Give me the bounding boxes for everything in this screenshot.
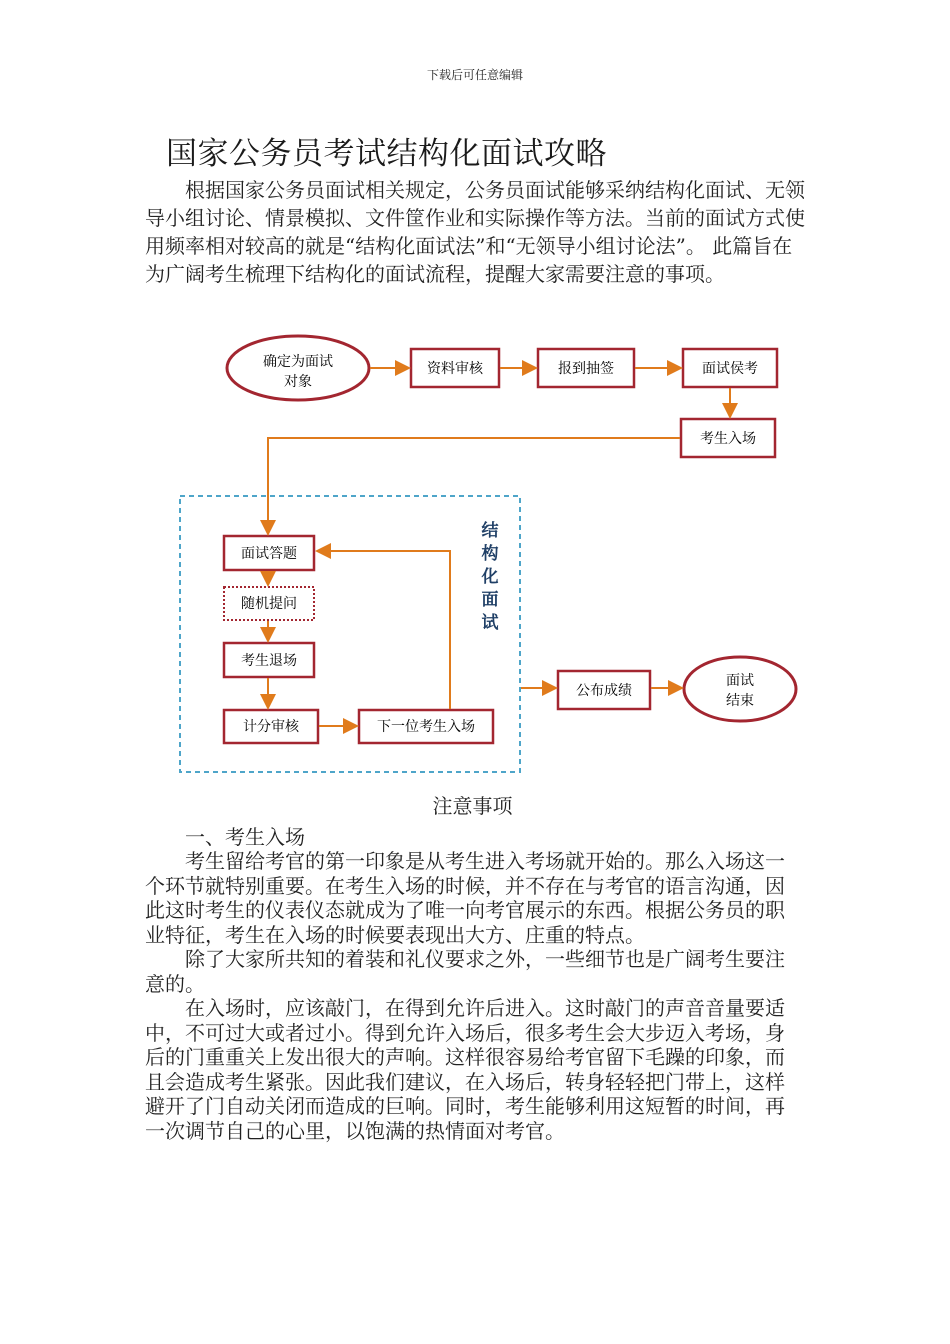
notes-paragraph-3: 在入场时，应该敲门，在得到允许后进入。这时敲门的声音音量要适中，不可过大或者过小。得到允许入场后，很多考生会大步迈入考场，身后的门重重关上发出很大的声响。这样很容易给考官留下毛躁的印象，而且会造成考生紧张。因此我们建议，在入场后，转身轻轻把门带上，这样避开了门自动关闭而造成的巨响。同时，考生能够利用这短暂的时间，再一次调节自己的心里，以饱满的热情面对考官。	[145, 996, 785, 1143]
exit-label: 考生退场	[241, 653, 297, 669]
draw-label: 报到抽签	[558, 361, 614, 377]
group-label-1: 结	[481, 521, 499, 541]
end-label-1: 面试	[726, 673, 754, 689]
publish-label: 公布成绩	[576, 683, 632, 699]
wait-label: 面试侯考	[702, 361, 758, 377]
notes-paragraph-2: 除了大家所共知的着装和礼仪要求之外，一些细节也是广阔考生要注意的。	[145, 947, 785, 996]
review-label: 资料审核	[427, 361, 483, 377]
start-label-2: 对象	[284, 374, 312, 390]
intro-paragraph: 根据国家公务员面试相关规定，公务员面试能够采纳结构化面试、无领导小组讨论、情景模拟、文件筐作业和实际操作等方法。当前的面试方式使用频率相对较高的就是“结构化面试法”和“无领导小组讨论法”。 此篇旨在为广阔考生梳理下结构化的面试流程，提醒大家需要注意的事项。	[145, 178, 805, 286]
score-label: 计分审核	[243, 719, 299, 735]
group-label-3: 化	[481, 567, 499, 587]
notes-paragraph-1: 考生留给考官的第一印象是从考生进入考场就开始的。那么入场这一个环节就特别重要。在考生入场的时候，并不存在与考官的语言沟通，因此这时考生的仪表仪态就成为了唯一向考官展示的东西。根据公务员的职业特征，考生在入场的时候要表现出大方、庄重的特点。	[145, 849, 785, 947]
end-node	[684, 657, 796, 721]
intro-section	[145, 176, 805, 288]
interview-flowchart	[0, 334, 950, 784]
next-label: 下一位考生入场	[377, 719, 475, 735]
answer-label: 面试答题	[241, 546, 297, 562]
group-label-5: 试	[481, 613, 499, 633]
arrow-next-answer	[317, 551, 450, 709]
random-label: 随机提问	[241, 596, 297, 612]
start-label-1: 确定为面试	[263, 354, 333, 370]
group-label-4: 面	[481, 590, 499, 610]
page-header: 下载后可任意编辑	[426, 68, 523, 82]
group-label-2: 构	[481, 544, 499, 564]
section-heading-entry: 一、考生入场	[185, 824, 305, 849]
enter-label: 考生入场	[700, 431, 756, 447]
document-title: 国家公务员考试结构化面试攻略	[166, 136, 607, 172]
notes-heading: 注意事项	[432, 794, 513, 818]
notes-section	[145, 794, 800, 1143]
end-label-2: 结束	[726, 693, 754, 709]
arrow-enter-answer	[268, 438, 680, 534]
